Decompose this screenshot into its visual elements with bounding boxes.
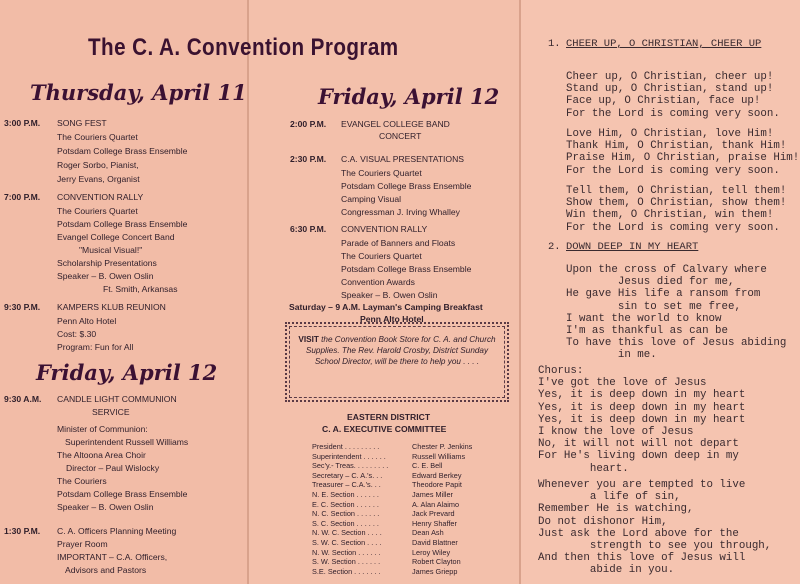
event-line: Parade of Banners and Floats — [341, 238, 456, 248]
committee-role: Sec'y.- Treas. . . . . . . . . — [312, 461, 389, 471]
committee-heading-2: C. A. EXECUTIVE COMMITTEE — [322, 424, 447, 434]
hymn-2-title — [566, 241, 698, 253]
event-line: Penn Alto Hotel — [57, 316, 117, 326]
event-line: Speaker – B. Owen Oslin — [57, 502, 154, 512]
committee-member: Leroy Wiley — [412, 547, 451, 557]
event-time: 2:00 P.M. — [290, 119, 327, 129]
event-line: The Couriers Quartet — [341, 168, 422, 178]
friday-heading-middle: Friday, April 12 — [318, 84, 500, 109]
event-line: Speaker – B. Owen Oslin — [57, 271, 154, 281]
event-line: Potsdam College Brass Ensemble — [57, 146, 188, 156]
committee-member: C. E. Bell — [412, 461, 443, 471]
event-title: CONVENTION RALLY — [341, 224, 428, 234]
event-time: 1:30 P.M. — [4, 526, 41, 536]
committee-member: Henry Shaffer — [412, 518, 457, 528]
committee-member: Theodore Papit — [412, 480, 462, 490]
event-line: "Musical Visual!" — [79, 245, 143, 255]
committee-role: President . . . . . . . . . — [312, 442, 380, 451]
event-title: C. A. Officers Planning Meeting — [57, 526, 177, 536]
visit-message: the Convention Book Store for C. A. and Church Supplies. The Rev. Harold Crosby, District Sunday School Director, will be there to help you . . . . — [305, 335, 496, 366]
event-time: 9:30 P.M. — [4, 302, 41, 312]
hymn-2-verse-1: Upon the cross of Calvary where Jesus died for me, He gave His life a ransom from sin to set me free, I want the world to know I'm as thankful as can be To have this love of Jesus abiding in me. — [566, 264, 787, 362]
event-time: 9:30 A.M. — [4, 394, 42, 404]
event-line: The Couriers Quartet — [341, 251, 422, 261]
committee-member: Russell Williams — [412, 451, 466, 461]
hymn-1-verse-1: Cheer up, O Christian, cheer up! Stand up, O Christian, stand up! Face up, O Christian, face up! For the Lord is coming very soon. — [566, 71, 780, 120]
committee-member: Jack Prevard — [412, 509, 455, 519]
event-line: Camping Visual — [341, 194, 402, 204]
committee-member: James Miller — [412, 490, 453, 499]
event-line: Director – Paul Wislocky — [66, 463, 160, 473]
event-line: The Couriers Quartet — [57, 132, 138, 142]
program-title: The C. A. Convention Program — [88, 34, 399, 61]
thursday-heading: Thursday, April 11 — [30, 80, 247, 105]
committee-role: Secretary – C. A.'s. . . — [312, 470, 383, 480]
hymn-2-chorus: Chorus: I've got the love of Jesus Yes, it is deep down in my heart Yes, it is deep down in my heart Yes, it is deep down in my heart I know the love of Jesus No, it will not will not depart For He's living down deep in my heart. — [538, 365, 746, 475]
committee-member: A. Alan Alaimo — [412, 499, 460, 509]
event-time: 3:00 P.M. — [4, 118, 41, 128]
event-line: IMPORTANT – C.A. Officers, — [57, 552, 168, 562]
event-line: The Couriers — [57, 476, 107, 486]
committee-heading-1: EASTERN DISTRICT — [347, 412, 431, 422]
committee-member: Robert Clayton — [412, 557, 461, 567]
event-time: 7:00 P.M. — [4, 192, 41, 202]
committee-role: E. C. Section . . . . . . — [312, 499, 379, 509]
event-line: The Couriers Quartet — [57, 206, 138, 216]
committee-member: David Blattner — [412, 538, 458, 547]
committee-role: N. W. Section . . . . . . — [312, 547, 381, 557]
hymn-1-title — [566, 38, 761, 50]
committee-role: Superintendent . . . . . . — [312, 451, 386, 461]
event-line: Potsdam College Brass Ensemble — [341, 181, 472, 191]
event-title: C.A. VISUAL PRESENTATIONS — [341, 154, 465, 164]
committee-role: S. C. Section . . . . . . — [312, 518, 379, 528]
visit-box — [289, 326, 505, 398]
visit-word: VISIT — [298, 335, 319, 344]
hymn-1-title-text: CHEER UP, O CHRISTIAN, CHEER UP — [566, 38, 762, 50]
committee-role: N. C. Section . . . . . . — [312, 509, 380, 519]
hymn-2-title-text: DOWN DEEP IN MY HEART — [566, 241, 699, 253]
event-title: CONVENTION RALLY — [57, 192, 144, 202]
event-line: Cost: $.30 — [57, 329, 97, 339]
event-line: Prayer Room — [57, 539, 108, 549]
hymn-2-number: 2. — [548, 241, 561, 253]
event-line: Ft. Smith, Arkansas — [103, 284, 178, 294]
saturday-venue: Penn Alto Hotel — [360, 314, 424, 324]
committee-member: Dean Ash — [412, 528, 444, 538]
friday-heading-left: Friday, April 12 — [36, 360, 218, 385]
committee-role: S.E. Section . . . . . . . — [312, 566, 381, 576]
fold-line-right — [519, 0, 521, 584]
event-title: EVANGEL COLLEGE BAND — [341, 119, 450, 129]
event-line: Potsdam College Brass Ensemble — [57, 489, 188, 499]
committee-role: N. E. Section . . . . . . — [312, 490, 379, 499]
event-time: 2:30 P.M. — [290, 154, 327, 164]
event-line: Roger Sorbo, Pianist, — [57, 160, 139, 170]
event-title: SERVICE — [92, 407, 130, 417]
committee-member: James Griepp — [412, 566, 458, 576]
event-line: Scholarship Presentations — [57, 258, 157, 268]
event-line: Potsdam College Brass Ensemble — [341, 264, 472, 274]
committee-role: Treasurer – C.A.'s. . . — [312, 480, 381, 490]
committee-member: Chester P. Jenkins — [412, 442, 473, 451]
committee-member: Edward Berkey — [412, 470, 462, 480]
fold-line-left — [247, 0, 249, 584]
hymn-2-verse-2: Whenever you are tempted to live a life of sin, Remember He is watching, Do not dishonor Him, Just ask the Lord above for the strength to see you through, And then this love of Jesus will abide in you. — [538, 479, 772, 577]
visit-text — [298, 334, 496, 367]
committee-role: N. W. C. Section . . . . — [312, 528, 382, 538]
event-title: CANDLE LIGHT COMMUNION — [57, 394, 177, 404]
event-title: KAMPERS KLUB REUNION — [57, 302, 166, 312]
hymn-1-verse-2: Love Him, O Christian, love Him! Thank Him, O Christian, thank Him! Praise Him, O Christian, praise Him! For the Lord is coming very soon. — [566, 128, 800, 177]
event-line: Potsdam College Brass Ensemble — [57, 219, 188, 229]
event-line: Evangel College Concert Band — [57, 232, 175, 242]
event-title: SONG FEST — [57, 118, 107, 128]
event-line: Congressman J. Irving Whalley — [341, 207, 460, 217]
event-line: Speaker – B. Owen Oslin — [341, 290, 438, 300]
hymn-1-number: 1. — [548, 38, 561, 50]
hymn-1-verse-3: Tell them, O Christian, tell them! Show them, O Christian, show them! Win them, O Christian, win them! For the Lord is coming very soon. — [566, 185, 787, 234]
event-line: Superintendent Russell Williams — [65, 437, 189, 447]
event-line: Jerry Evans, Organist — [57, 174, 140, 184]
event-line: Advisors and Pastors — [65, 565, 147, 575]
event-line: Program: Fun for All — [57, 342, 134, 352]
event-line: The Altoona Area Choir — [57, 450, 146, 460]
event-line: Convention Awards — [341, 277, 415, 287]
saturday-line: Saturday – 9 A.M. Layman's Camping Breakfast — [289, 302, 483, 312]
event-line: Minister of Communion: — [57, 424, 148, 434]
event-title: CONCERT — [379, 131, 422, 141]
committee-role: S. W. Section . . . . . . — [312, 557, 381, 567]
committee-role: S. W. C. Section . . . . — [312, 538, 382, 547]
event-time: 6:30 P.M. — [290, 224, 327, 234]
